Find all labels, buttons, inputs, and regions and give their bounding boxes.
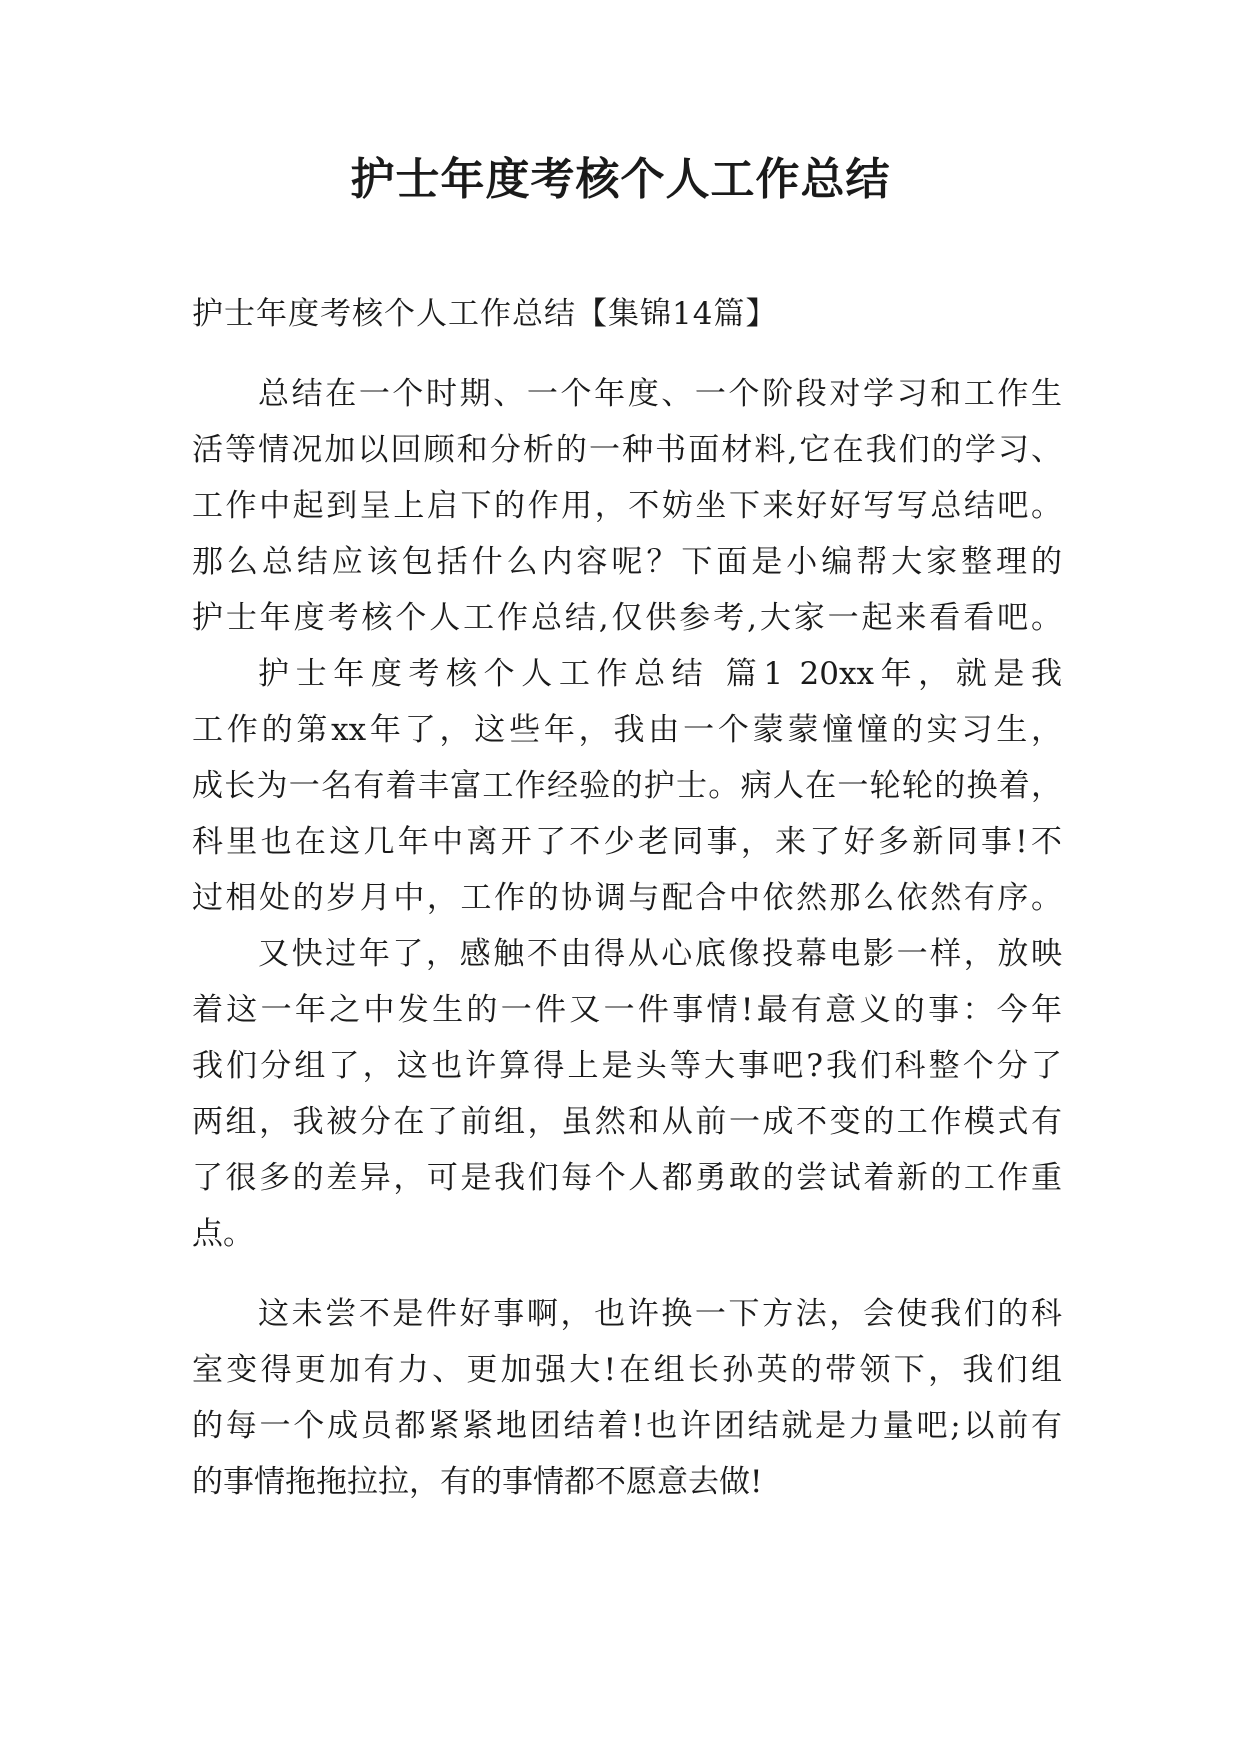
document-title: 护士年度考核个人工作总结 (350, 154, 891, 205)
document-subtitle: 护士年度考核个人工作总结【集锦14篇】 (192, 296, 778, 332)
paragraph-line: 的事情拖拖拉拉，有的事情都不愿意去做! (192, 1464, 763, 1500)
paragraph-line: 又快过年了，感触不由得从心底像投幕电影一样，放映 (258, 936, 1062, 972)
paragraph-line: 我们分组了，这也许算得上是头等大事吧?我们科整个分了 (192, 1048, 1062, 1084)
paragraph-line: 两组，我被分在了前组，虽然和从前一成不变的工作模式有 (192, 1104, 1062, 1140)
paragraph-line: 护士年度考核个人工作总结 篇1 20xx年，就是我 (258, 656, 1062, 692)
paragraph-line: 护士年度考核个人工作总结,仅供参考,大家一起来看看吧。 (192, 600, 1062, 636)
paragraph-line: 工作的第xx年了，这些年，我由一个蒙蒙憧憧的实习生， (192, 712, 1062, 748)
paragraph-line: 着这一年之中发生的一件又一件事情!最有意义的事：今年 (192, 992, 1062, 1028)
paragraph-line: 室变得更加有力、更加强大!在组长孙英的带领下，我们组 (192, 1352, 1062, 1388)
paragraph-line: 点。 (192, 1216, 254, 1252)
paragraph-line: 总结在一个时期、一个年度、一个阶段对学习和工作生 (258, 376, 1062, 412)
paragraph-line: 了很多的差异，可是我们每个人都勇敢的尝试着新的工作重 (192, 1160, 1062, 1196)
paragraph-line: 科里也在这几年中离开了不少老同事，来了好多新同事!不 (192, 824, 1062, 860)
paragraph-line: 成长为一名有着丰富工作经验的护士。病人在一轮轮的换着， (192, 768, 1062, 804)
paragraph-line: 这未尝不是件好事啊，也许换一下方法，会使我们的科 (258, 1296, 1062, 1332)
paragraph-line: 工作中起到呈上启下的作用，不妨坐下来好好写写总结吧。 (192, 488, 1062, 524)
paragraph-line: 的每一个成员都紧紧地团结着!也许团结就是力量吧;以前有 (192, 1408, 1062, 1444)
paragraph-line: 那么总结应该包括什么内容呢？下面是小编帮大家整理的 (192, 544, 1062, 580)
paragraph-line: 活等情况加以回顾和分析的一种书面材料,它在我们的学习、 (192, 432, 1062, 468)
paragraph-line: 过相处的岁月中，工作的协调与配合中依然那么依然有序。 (192, 880, 1062, 916)
